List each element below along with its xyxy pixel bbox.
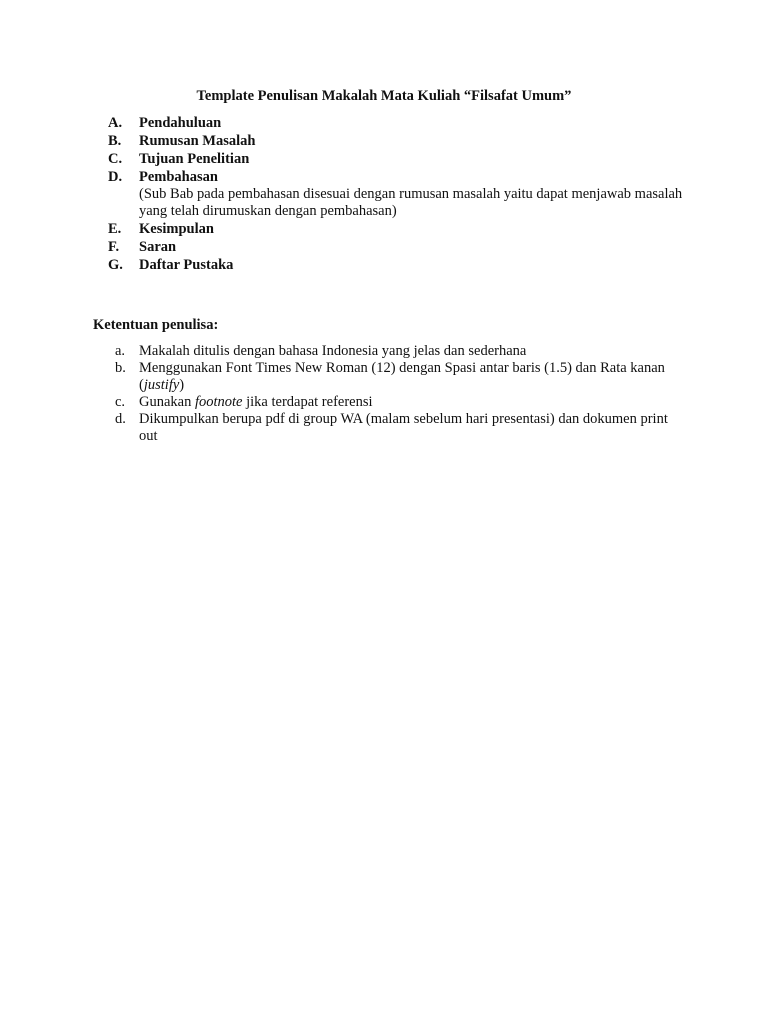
rule-text-italic: footnote [194, 394, 243, 410]
rule-item-submission [115, 411, 681, 445]
outline-marker: G. [108, 257, 123, 273]
rule-text-after: ) [179, 377, 185, 393]
outline-label: Pendahuluan [139, 115, 222, 131]
rule-item-font [115, 360, 681, 394]
outline-marker: D. [108, 169, 123, 185]
outline-item-pembahasan [108, 169, 688, 220]
outline-item-saran [108, 239, 688, 256]
rules-heading: Ketentuan penulisa: [93, 317, 219, 333]
rule-text-before: Menggunakan Font Times New Roman (12) dengan Spasi antar baris (1.5) dan Rata kanan ( [139, 360, 665, 393]
outline-marker: A. [108, 115, 123, 131]
outline-marker: C. [108, 151, 123, 167]
outline-item-tujuan-penelitian [108, 151, 688, 168]
outline-label: Daftar Pustaka [139, 257, 234, 273]
outline-marker: B. [108, 133, 122, 149]
outline-marker: F. [108, 239, 120, 255]
rule-text-before: Gunakan [139, 394, 195, 410]
outline-label: Kesimpulan [139, 221, 214, 237]
rule-text: Makalah ditulis dengan bahasa Indonesia yang jelas dan sederhana [139, 343, 527, 359]
rule-item-language [115, 343, 681, 360]
rule-text-after: jika terdapat referensi [242, 394, 373, 410]
outline-label: Rumusan Masalah [139, 133, 256, 149]
rule-marker: d. [115, 411, 126, 427]
rule-marker: a. [115, 343, 126, 359]
outline-item-pendahuluan [108, 115, 688, 132]
outline-marker: E. [108, 221, 122, 237]
outline-item-daftar-pustaka [108, 257, 688, 274]
rule-text: Dikumpulkan berupa pdf di group WA (malam sebelum hari presentasi) dan dokumen print out [139, 411, 668, 444]
outline-item-rumusan-masalah [108, 133, 688, 150]
outline-label: Tujuan Penelitian [139, 151, 250, 167]
rule-text-italic: justify [143, 377, 180, 393]
rule-marker: c. [115, 394, 126, 410]
outline-label: Pembahasan [139, 169, 218, 185]
rules-list [115, 343, 681, 445]
outline-list [108, 115, 688, 275]
document-title: Template Penulisan Makalah Mata Kuliah “Filsafat Umum” [196, 88, 572, 104]
outline-item-kesimpulan [108, 221, 688, 238]
rule-marker: b. [115, 360, 126, 376]
rule-item-footnote [115, 394, 681, 411]
outline-label: Saran [139, 239, 177, 255]
outline-note: (Sub Bab pada pembahasan disesuai dengan rumusan masalah yaitu dapat menjawab masalah yang telah dirumuskan dengan pembahasan) [139, 186, 683, 219]
